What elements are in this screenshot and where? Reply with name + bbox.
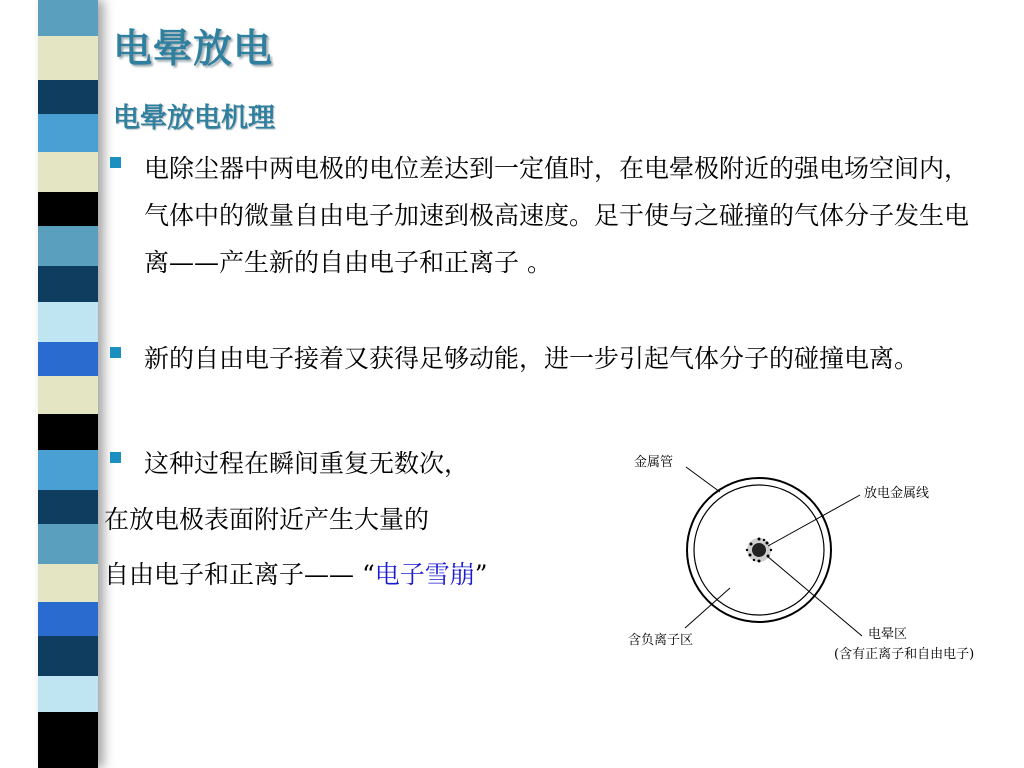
leader-tube [686,467,720,492]
corona-zone-dots [746,538,772,563]
label-wire: 放电金属线 [864,486,930,501]
bullet-marker [110,452,121,463]
bullet-text: 新的自由电子接着又获得足够动能，进一步引起气体分子的碰撞电离。 [144,344,920,373]
continuation-line-1: 在放电极表面附近产生大量的 [104,505,430,534]
corona-discharge-diagram [620,440,1024,680]
electron-avalanche-term: 电子雪崩 [374,560,475,589]
bullet-item-2 [110,335,990,382]
bullet-text: 电除尘器中两电极的电位差达到一定值时，在电晕极附近的强电场空间内，气体中的微量自由电子加速到极高速度。足于使与之碰撞的气体分子发生电离——产生新的自由电子和正离子 。 [144,154,970,277]
bullet-marker [110,347,121,358]
decorative-strip [38,0,98,768]
leader-negative-zone [685,588,730,628]
line2-prefix: 自由电子和正离子—— “ [104,560,375,589]
label-corona-note: (含有正离子和自由电子) [834,647,975,662]
leader-corona-zone [767,556,862,636]
bullet-marker [110,157,121,168]
bullet-text: 这种过程在瞬间重复无数次， [144,449,470,478]
page-title: 电晕放电 [113,26,274,72]
section-subtitle: 电晕放电机理 [113,103,275,134]
continuation-line-2 [104,555,488,591]
label-tube: 金属管 [634,455,674,470]
line2-suffix: ” [474,560,488,589]
bullet-item-1 [110,145,990,286]
label-negative-zone: 含负离子区 [628,633,694,648]
label-corona-zone: 电晕区 [868,627,908,642]
